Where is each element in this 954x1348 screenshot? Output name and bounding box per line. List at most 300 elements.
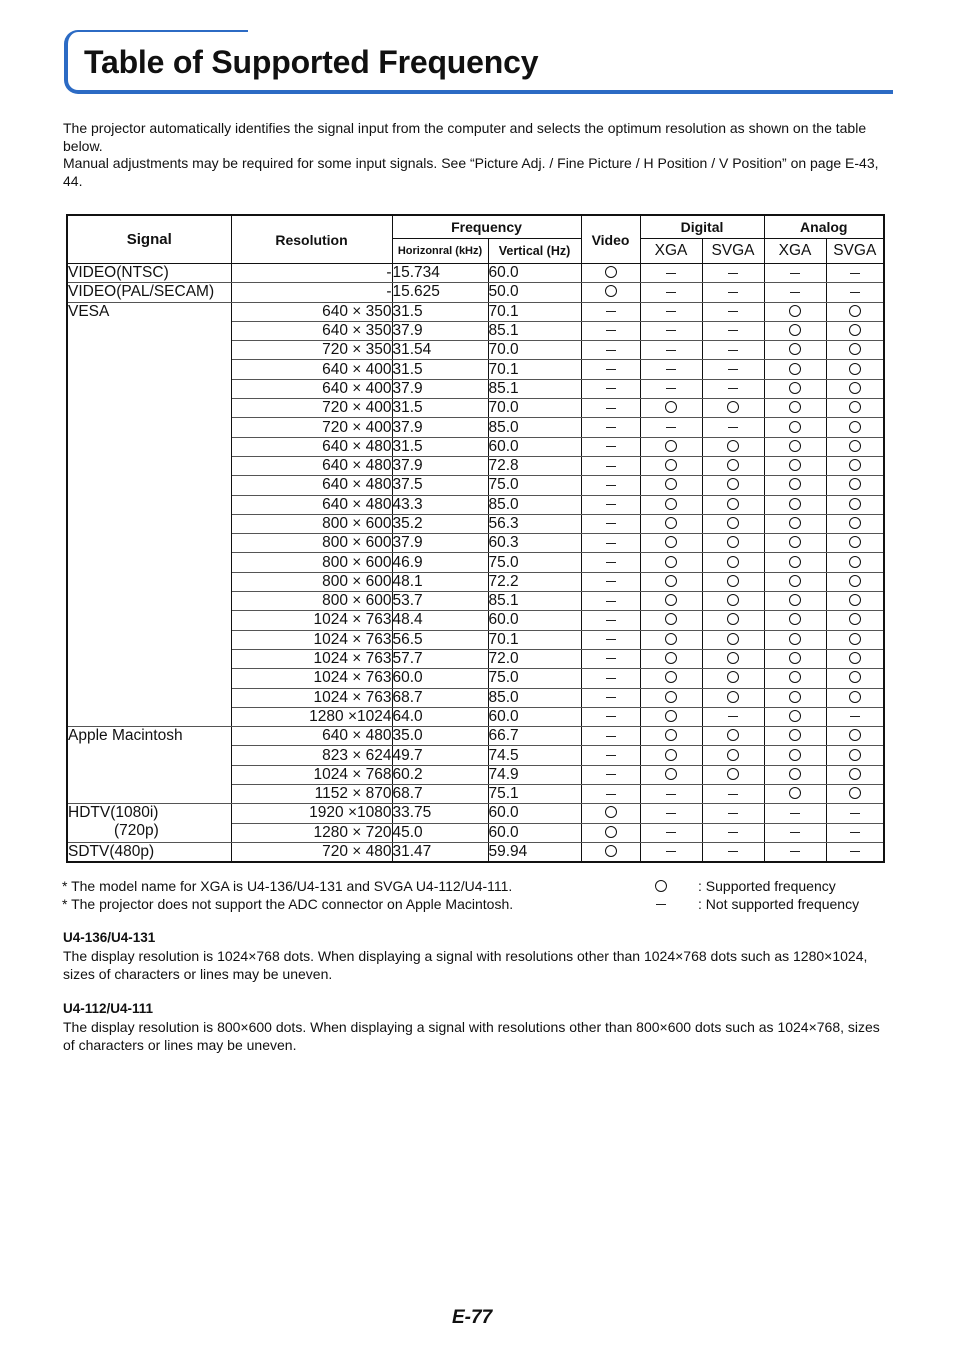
analog-xga-cell <box>764 264 826 283</box>
video-cell <box>581 302 640 321</box>
circle-icon <box>665 633 677 645</box>
circle-icon <box>789 440 801 452</box>
vertical-frequency-cell: 56.3 <box>488 514 581 533</box>
horizontal-frequency-cell: 60.2 <box>392 765 488 784</box>
resolution-cell: 640 × 350 <box>231 302 392 321</box>
horizontal-frequency-cell: 49.7 <box>392 746 488 765</box>
signal-cell <box>67 842 231 862</box>
horizontal-frequency-cell: 31.5 <box>392 437 488 456</box>
circle-icon <box>789 401 801 413</box>
digital-svga-cell <box>702 283 764 302</box>
circle-icon <box>727 459 739 471</box>
analog-svga-cell <box>826 727 884 746</box>
circle-icon <box>849 652 861 664</box>
digital-xga-cell <box>640 823 702 842</box>
resolution-cell: 800 × 600 <box>231 592 392 611</box>
vertical-frequency-cell: 66.7 <box>488 727 581 746</box>
dash-icon <box>666 292 676 293</box>
circle-icon <box>849 787 861 799</box>
frequency-table <box>66 214 885 863</box>
dash-icon <box>606 774 616 775</box>
digital-xga-cell <box>640 746 702 765</box>
dash-icon <box>606 388 616 389</box>
section-heading: U4-112/U4-111 <box>63 1001 154 1016</box>
analog-svga-cell <box>826 399 884 418</box>
dash-icon <box>606 601 616 602</box>
horizontal-frequency-cell: 56.5 <box>392 630 488 649</box>
video-cell <box>581 707 640 726</box>
digital-xga-cell <box>640 283 702 302</box>
dash-icon <box>606 639 616 640</box>
vertical-frequency-cell: 74.5 <box>488 746 581 765</box>
circle-icon <box>789 536 801 548</box>
circle-icon <box>789 305 801 317</box>
analog-xga-cell <box>764 630 826 649</box>
circle-icon <box>849 768 861 780</box>
resolution-cell: 640 × 400 <box>231 379 392 398</box>
section-xga-models <box>63 929 895 983</box>
horizontal-frequency-cell: 31.5 <box>392 360 488 379</box>
digital-xga-cell <box>640 379 702 398</box>
legend-not-supported <box>653 895 859 913</box>
header-analog: Analog <box>764 215 884 239</box>
analog-xga-cell <box>764 476 826 495</box>
circle-icon <box>849 401 861 413</box>
dash-icon <box>666 388 676 389</box>
digital-svga-cell <box>702 823 764 842</box>
vertical-frequency-cell: 85.0 <box>488 688 581 707</box>
video-cell <box>581 842 640 862</box>
digital-svga-cell <box>702 649 764 668</box>
resolution-cell: 1024 × 763 <box>231 630 392 649</box>
video-cell <box>581 283 640 302</box>
digital-xga-cell <box>640 437 702 456</box>
digital-svga-cell <box>702 302 764 321</box>
header-horizontal: Horizonral (kHz) <box>392 239 488 264</box>
circle-icon <box>665 401 677 413</box>
header-analog-xga: XGA <box>764 239 826 264</box>
analog-svga-cell <box>826 264 884 283</box>
analog-xga-cell <box>764 456 826 475</box>
analog-xga-cell <box>764 534 826 553</box>
dash-icon <box>666 311 676 312</box>
analog-svga-cell <box>826 611 884 630</box>
dash-icon <box>606 755 616 756</box>
digital-svga-cell <box>702 727 764 746</box>
circle-icon <box>665 613 677 625</box>
video-cell <box>581 669 640 688</box>
circle-icon <box>789 594 801 606</box>
analog-xga-cell <box>764 727 826 746</box>
digital-xga-cell <box>640 456 702 475</box>
digital-xga-cell <box>640 264 702 283</box>
horizontal-frequency-cell: 37.9 <box>392 418 488 437</box>
video-cell <box>581 572 640 591</box>
digital-svga-cell <box>702 669 764 688</box>
circle-icon <box>727 556 739 568</box>
circle-icon <box>727 401 739 413</box>
footnote-1: * The model name for XGA is U4-136/U4-131 and SVGA U4-112/U4-111. <box>62 878 513 894</box>
resolution-cell: 800 × 600 <box>231 514 392 533</box>
circle-icon <box>789 710 801 722</box>
digital-svga-cell <box>702 476 764 495</box>
horizontal-frequency-cell: 64.0 <box>392 707 488 726</box>
dash-icon <box>728 794 738 795</box>
analog-svga-cell <box>826 379 884 398</box>
circle-icon <box>727 575 739 587</box>
circle-icon <box>789 556 801 568</box>
dash-icon <box>606 350 616 351</box>
dash-icon <box>728 330 738 331</box>
resolution-cell: 800 × 600 <box>231 553 392 572</box>
dash-icon <box>606 330 616 331</box>
analog-svga-cell <box>826 514 884 533</box>
vertical-frequency-cell: 70.0 <box>488 399 581 418</box>
circle-icon <box>665 691 677 703</box>
digital-xga-cell <box>640 534 702 553</box>
analog-xga-cell <box>764 669 826 688</box>
video-cell <box>581 495 640 514</box>
vertical-frequency-cell: 60.3 <box>488 534 581 553</box>
digital-svga-cell <box>702 495 764 514</box>
dash-icon <box>606 716 616 717</box>
analog-svga-cell <box>826 476 884 495</box>
digital-xga-cell <box>640 804 702 823</box>
circle-icon <box>605 266 617 278</box>
circle-icon <box>665 575 677 587</box>
circle-icon <box>849 613 861 625</box>
resolution-cell: 823 × 624 <box>231 746 392 765</box>
resolution-cell: 1024 × 763 <box>231 688 392 707</box>
resolution-cell: 640 × 350 <box>231 321 392 340</box>
vertical-frequency-cell: 72.2 <box>488 572 581 591</box>
analog-svga-cell <box>826 418 884 437</box>
dash-icon <box>606 427 616 428</box>
horizontal-frequency-cell: 15.734 <box>392 264 488 283</box>
dash-icon <box>606 446 616 447</box>
video-cell <box>581 264 640 283</box>
analog-xga-cell <box>764 746 826 765</box>
footnote-2: * The projector does not support the ADC connector on Apple Macintosh. <box>62 896 514 912</box>
resolution-cell: 1152 × 870 <box>231 785 392 804</box>
circle-icon <box>727 498 739 510</box>
resolution-cell: 800 × 600 <box>231 572 392 591</box>
analog-xga-cell <box>764 649 826 668</box>
analog-svga-cell <box>826 649 884 668</box>
digital-svga-cell <box>702 456 764 475</box>
digital-svga-cell <box>702 611 764 630</box>
analog-svga-cell <box>826 630 884 649</box>
circle-icon <box>849 305 861 317</box>
vertical-frequency-cell: 75.0 <box>488 476 581 495</box>
vertical-frequency-cell: 75.0 <box>488 553 581 572</box>
header-frequency: Frequency <box>392 215 581 239</box>
vertical-frequency-cell: 50.0 <box>488 283 581 302</box>
circle-icon <box>665 517 677 529</box>
signal-cell <box>67 264 231 283</box>
analog-xga-cell <box>764 592 826 611</box>
circle-icon <box>789 363 801 375</box>
vertical-frequency-cell: 70.1 <box>488 630 581 649</box>
digital-xga-cell <box>640 360 702 379</box>
circle-icon <box>727 594 739 606</box>
circle-icon <box>727 478 739 490</box>
vertical-frequency-cell: 85.0 <box>488 418 581 437</box>
vertical-frequency-cell: 70.1 <box>488 302 581 321</box>
circle-icon <box>727 749 739 761</box>
dash-icon <box>666 851 676 852</box>
signal-cell <box>67 727 231 804</box>
resolution-cell: 640 × 480 <box>231 495 392 514</box>
digital-xga-cell <box>640 572 702 591</box>
dash-icon <box>728 292 738 293</box>
signal-cell <box>67 302 231 727</box>
table-row <box>67 727 884 746</box>
dash-icon <box>606 504 616 505</box>
dash-icon <box>728 350 738 351</box>
dash-icon <box>666 794 676 795</box>
circle-icon <box>849 575 861 587</box>
analog-svga-cell <box>826 360 884 379</box>
circle-icon <box>665 710 677 722</box>
digital-svga-cell <box>702 341 764 360</box>
circle-icon <box>849 478 861 490</box>
analog-xga-cell <box>764 379 826 398</box>
digital-xga-cell <box>640 707 702 726</box>
circle-icon <box>727 691 739 703</box>
circle-icon <box>727 652 739 664</box>
analog-xga-cell <box>764 823 826 842</box>
analog-xga-cell <box>764 437 826 456</box>
resolution-cell: 1024 × 763 <box>231 649 392 668</box>
vertical-frequency-cell: 72.8 <box>488 456 581 475</box>
circle-icon <box>727 729 739 741</box>
analog-svga-cell <box>826 707 884 726</box>
analog-svga-cell <box>826 804 884 823</box>
horizontal-frequency-cell: 31.47 <box>392 842 488 862</box>
intro-paragraph-1: The projector automatically identifies the signal input from the computer and selects the optimum resolution as shown on the table below. <box>63 120 867 154</box>
dash-icon <box>606 736 616 737</box>
signal-label: SDTV(480p) <box>68 842 155 860</box>
dash-icon <box>606 620 616 621</box>
circle-icon <box>789 459 801 471</box>
signal-cell <box>67 804 231 843</box>
circle-icon <box>849 594 861 606</box>
digital-svga-cell <box>702 379 764 398</box>
circle-icon <box>849 729 861 741</box>
analog-xga-cell <box>764 360 826 379</box>
resolution-cell: 640 × 480 <box>231 476 392 495</box>
digital-svga-cell <box>702 765 764 784</box>
circle-icon <box>665 440 677 452</box>
analog-xga-cell <box>764 707 826 726</box>
horizontal-frequency-cell: 31.5 <box>392 399 488 418</box>
table-body <box>67 264 884 863</box>
dash-icon <box>666 427 676 428</box>
analog-xga-cell <box>764 495 826 514</box>
analog-svga-cell <box>826 688 884 707</box>
video-cell <box>581 476 640 495</box>
digital-svga-cell <box>702 804 764 823</box>
horizontal-frequency-cell: 43.3 <box>392 495 488 514</box>
horizontal-frequency-cell: 48.4 <box>392 611 488 630</box>
header-analog-svga: SVGA <box>826 239 884 264</box>
vertical-frequency-cell: 75.1 <box>488 785 581 804</box>
circle-icon <box>789 343 801 355</box>
analog-svga-cell <box>826 341 884 360</box>
video-cell <box>581 399 640 418</box>
dash-icon <box>666 813 676 814</box>
horizontal-frequency-cell: 60.0 <box>392 669 488 688</box>
analog-svga-cell <box>826 302 884 321</box>
digital-xga-cell <box>640 341 702 360</box>
video-cell <box>581 804 640 823</box>
video-cell <box>581 456 640 475</box>
dash-icon <box>790 851 800 852</box>
analog-xga-cell <box>764 341 826 360</box>
horizontal-frequency-cell: 37.9 <box>392 456 488 475</box>
circle-icon <box>849 421 861 433</box>
dash-icon <box>850 273 860 274</box>
horizontal-frequency-cell: 48.1 <box>392 572 488 591</box>
circle-icon <box>849 459 861 471</box>
analog-svga-cell <box>826 534 884 553</box>
circle-icon <box>665 498 677 510</box>
dash-icon <box>728 851 738 852</box>
resolution-cell: - <box>231 264 392 283</box>
legend-supported <box>653 877 859 895</box>
digital-xga-cell <box>640 611 702 630</box>
video-cell <box>581 379 640 398</box>
analog-xga-cell <box>764 321 826 340</box>
analog-xga-cell <box>764 302 826 321</box>
video-cell <box>581 746 640 765</box>
vertical-frequency-cell: 60.0 <box>488 823 581 842</box>
circle-icon <box>727 440 739 452</box>
video-cell <box>581 611 640 630</box>
resolution-cell: 1024 × 763 <box>231 669 392 688</box>
dash-icon <box>728 369 738 370</box>
vertical-frequency-cell: 59.94 <box>488 842 581 862</box>
digital-xga-cell <box>640 321 702 340</box>
table-row <box>67 842 884 862</box>
video-cell <box>581 514 640 533</box>
table-row <box>67 804 884 823</box>
analog-svga-cell <box>826 785 884 804</box>
dash-icon <box>850 813 860 814</box>
signal-label: HDTV(1080i) <box>68 804 159 822</box>
dash-icon <box>666 832 676 833</box>
analog-xga-cell <box>764 553 826 572</box>
digital-xga-cell <box>640 495 702 514</box>
circle-icon <box>605 826 617 838</box>
circle-icon <box>849 556 861 568</box>
circle-icon <box>727 633 739 645</box>
horizontal-frequency-cell: 35.2 <box>392 514 488 533</box>
circle-icon <box>789 382 801 394</box>
header-signal: Signal <box>67 215 231 264</box>
digital-svga-cell <box>702 418 764 437</box>
circle-icon <box>789 613 801 625</box>
circle-icon <box>665 729 677 741</box>
vertical-frequency-cell: 74.9 <box>488 765 581 784</box>
analog-svga-cell <box>826 283 884 302</box>
dash-icon <box>850 292 860 293</box>
legend-not-supported-label: : Not supported frequency <box>698 896 860 912</box>
vertical-frequency-cell: 85.1 <box>488 379 581 398</box>
signal-label: VIDEO(PAL/SECAM) <box>68 283 215 301</box>
digital-xga-cell <box>640 418 702 437</box>
circle-icon <box>655 880 667 892</box>
circle-icon <box>605 806 617 818</box>
circle-icon <box>665 478 677 490</box>
analog-svga-cell <box>826 456 884 475</box>
dash-icon <box>728 311 738 312</box>
dash-icon <box>606 562 616 563</box>
dash-icon <box>606 658 616 659</box>
header-digital-xga: XGA <box>640 239 702 264</box>
resolution-cell: 800 × 600 <box>231 534 392 553</box>
digital-xga-cell <box>640 649 702 668</box>
circle-icon <box>849 363 861 375</box>
digital-svga-cell <box>702 264 764 283</box>
circle-icon <box>849 691 861 703</box>
header-resolution: Resolution <box>231 215 392 264</box>
digital-xga-cell <box>640 514 702 533</box>
digital-svga-cell <box>702 553 764 572</box>
resolution-cell: 1920 ×1080 <box>231 804 392 823</box>
analog-svga-cell <box>826 495 884 514</box>
dash-icon <box>728 813 738 814</box>
digital-xga-cell <box>640 842 702 862</box>
page-number: E-77 <box>452 1307 493 1328</box>
horizontal-frequency-cell: 37.9 <box>392 534 488 553</box>
dash-icon <box>606 794 616 795</box>
digital-svga-cell <box>702 688 764 707</box>
horizontal-frequency-cell: 68.7 <box>392 785 488 804</box>
video-cell <box>581 727 640 746</box>
digital-xga-cell <box>640 688 702 707</box>
vertical-frequency-cell: 60.0 <box>488 804 581 823</box>
analog-xga-cell <box>764 283 826 302</box>
horizontal-frequency-cell: 46.9 <box>392 553 488 572</box>
circle-icon <box>789 575 801 587</box>
dash-icon <box>850 851 860 852</box>
section-heading: U4-136/U4-131 <box>63 930 156 945</box>
header-digital: Digital <box>640 215 764 239</box>
digital-svga-cell <box>702 399 764 418</box>
analog-svga-cell <box>826 572 884 591</box>
analog-xga-cell <box>764 688 826 707</box>
digital-xga-cell <box>640 553 702 572</box>
circle-icon <box>849 536 861 548</box>
footnotes <box>62 877 513 913</box>
vertical-frequency-cell: 85.1 <box>488 321 581 340</box>
analog-svga-cell <box>826 746 884 765</box>
digital-svga-cell <box>702 572 764 591</box>
digital-svga-cell <box>702 785 764 804</box>
vertical-frequency-cell: 70.0 <box>488 341 581 360</box>
dash-icon <box>606 581 616 582</box>
dash-icon <box>728 427 738 428</box>
dash-icon <box>606 543 616 544</box>
circle-icon <box>789 498 801 510</box>
horizontal-frequency-cell: 53.7 <box>392 592 488 611</box>
video-cell <box>581 823 640 842</box>
video-cell <box>581 553 640 572</box>
resolution-cell: 720 × 350 <box>231 341 392 360</box>
analog-xga-cell <box>764 842 826 862</box>
